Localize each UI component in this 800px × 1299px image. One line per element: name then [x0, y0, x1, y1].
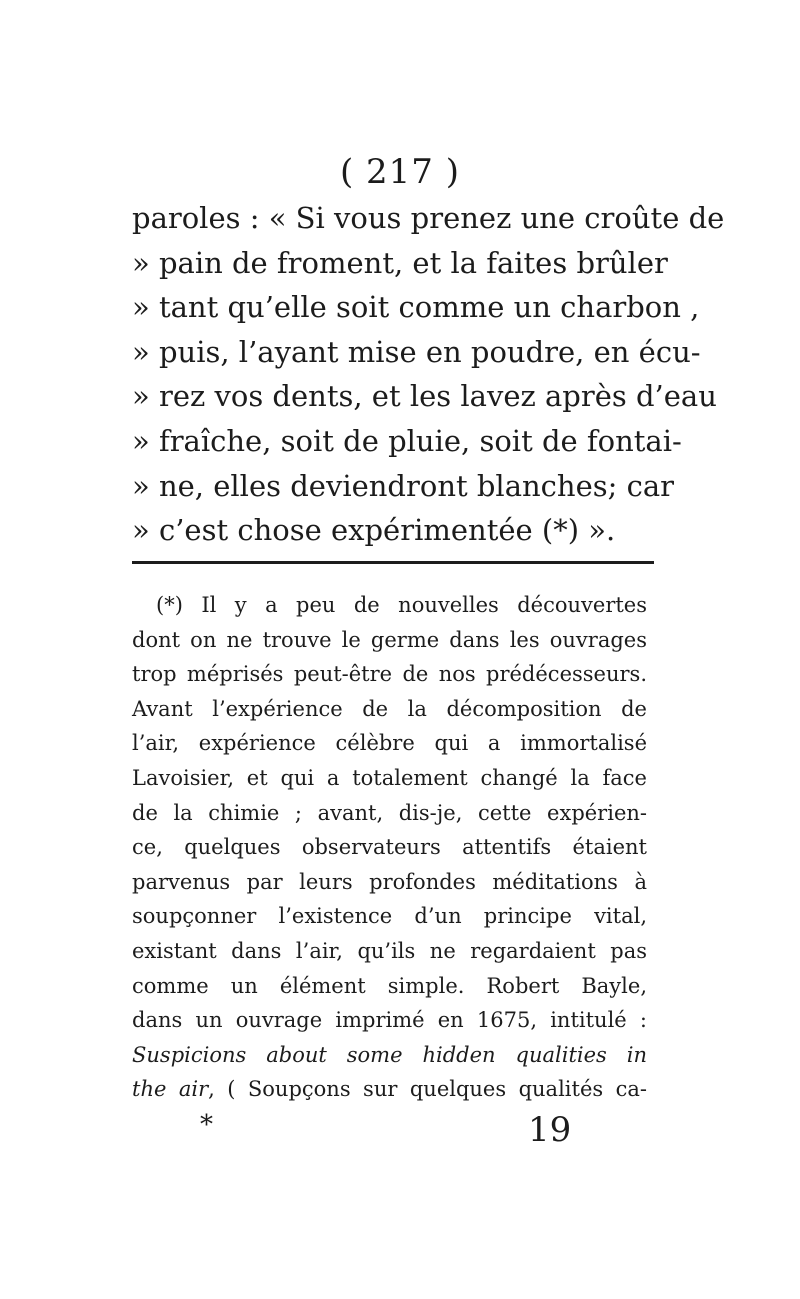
- sheet-number: 19: [528, 1110, 572, 1150]
- footnote-line: existant dans l’air, qu’ils ne regardaient pas: [132, 938, 647, 963]
- footnote-line: Avant l’expérience de la décomposition de: [132, 696, 647, 721]
- text-line: » puis, l’ayant mise en poudre, en écu-: [132, 334, 701, 369]
- footnote-line: ce, quelques observateurs attentifs étaient: [132, 835, 647, 860]
- footnote: [132, 588, 647, 1107]
- italic-title-end: the air: [132, 1077, 209, 1102]
- footnote-line: trop méprisés peut-être de nos prédécesseurs.: [132, 662, 647, 687]
- footnote-line-mixed: [132, 1072, 647, 1107]
- text-line: » pain de froment, et la faites brûler: [132, 245, 668, 280]
- footnote-line: de la chimie ; avant, dis-je, cette expérien-: [132, 800, 647, 825]
- text-line: » tant qu’elle soit comme un charbon ,: [132, 290, 700, 325]
- page-number: ( 217 ): [339, 152, 461, 192]
- footnote-line: soupçonner l’existence d’un principe vital,: [132, 904, 647, 929]
- footnote-line-roman: , ( Soupçons sur quelques qualités ca-: [208, 1077, 647, 1102]
- footnote-line: l’air, expérience célèbre qui a immortalisé: [132, 731, 647, 756]
- text-line: » fraîche, soit de pluie, soit de fontai-: [132, 423, 682, 458]
- footnote-line: dont on ne trouve le germe dans les ouvrages: [132, 627, 647, 652]
- text-line: » ne, elles deviendront blanches; car: [132, 468, 675, 503]
- text-line: paroles : « Si vous prenez une croûte de: [132, 201, 725, 235]
- footnote-line: Lavoisier, et qui a totalement changé la face: [132, 765, 647, 790]
- italic-title: Suspicions about some hidden qualities in: [132, 1042, 647, 1067]
- footnote-line: dans un ouvrage imprimé en 1675, intitulé :: [132, 1008, 647, 1033]
- footnote-divider: [132, 561, 654, 564]
- footnote-line: (*) Il y a peu de nouvelles découvertes: [156, 593, 647, 617]
- text-line: » c’est chose expérimentée (*) ».: [132, 513, 616, 548]
- signature-mark: *: [200, 1110, 213, 1140]
- footnote-line: comme un élément simple. Robert Bayle,: [132, 973, 647, 998]
- footnote-line-italic: [132, 1038, 647, 1073]
- footnote-line: parvenus par leurs profondes méditations à: [132, 869, 647, 894]
- main-text: [132, 196, 725, 553]
- text-line: » rez vos dents, et les lavez après d’eau: [132, 379, 717, 414]
